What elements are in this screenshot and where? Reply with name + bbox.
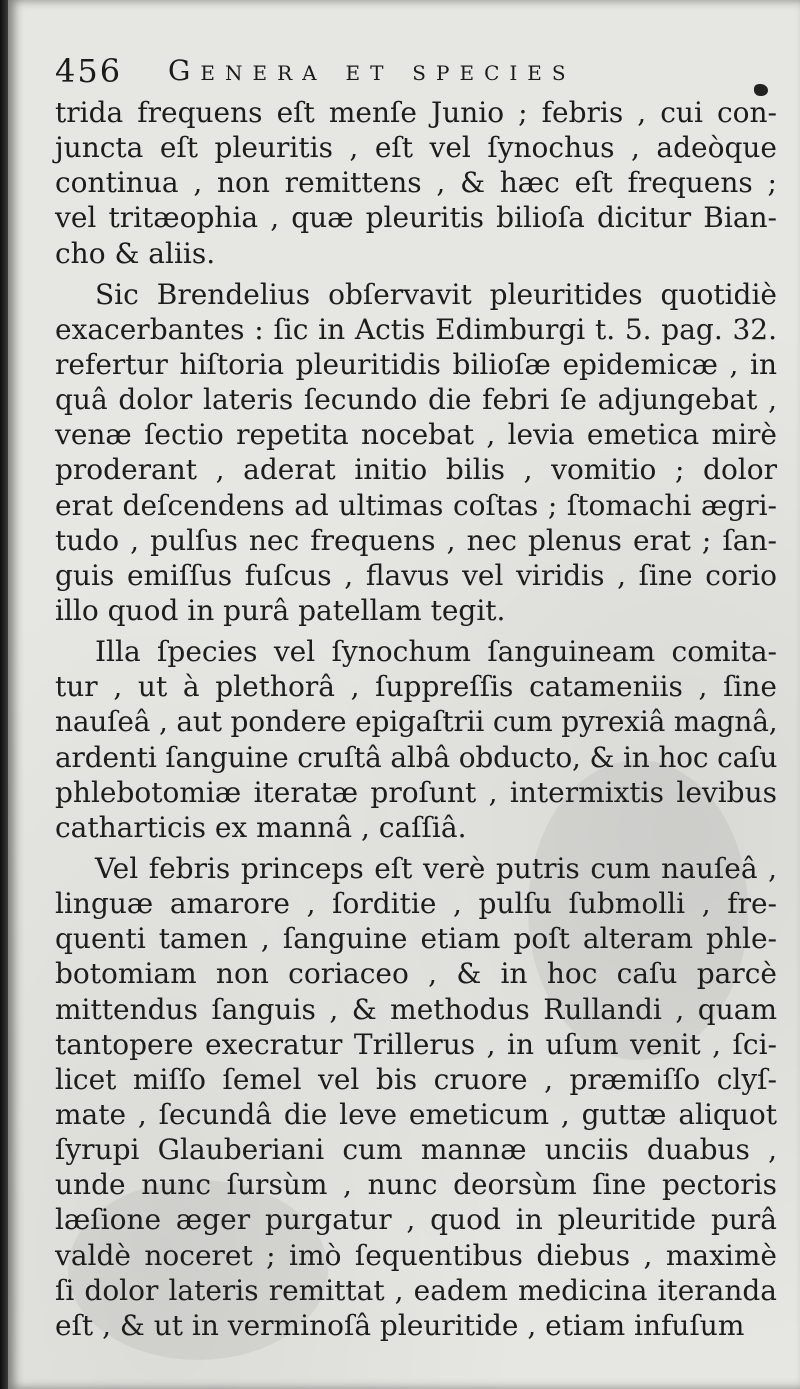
text-line: mate , ſecundâ die leve emeticum , guttæ aliquot [55,1097,777,1131]
text-line: trida frequens eſt menſe Junio ; febris , cui con- [55,96,777,129]
text-line: phlebotomiæ iteratæ proſunt , intermixtis levibus [55,775,777,809]
text-line: botomiam non coriaceo , & in hoc caſu parcè [55,957,777,991]
text-line: valdè noceret ; imò ſequentibus diebus , maximè [55,1238,777,1272]
text-line: Illa ſpecies vel ſynochum ſanguineam comita- [95,635,777,669]
text-line: quenti tamen , ſanguine etiam poſt alteram phle- [55,922,777,956]
text-line: ardenti ſanguine cruſtâ albâ obducto, & in hoc caſu [55,740,778,774]
text-line: proderant , aderat initio bilis , vomitio ; dolor [55,453,777,487]
text-line: erat deſcendens ad ultimas coſtas ; ſtomachi ægri- [55,488,777,522]
paragraph [55,95,777,271]
text-line: vel tritæophia , quæ pleuritis bilioſa dicitur Bian- [55,201,777,235]
page-gutter-shadow [0,0,8,1389]
text-line: tantopere execratur Trillerus , in uſum venit , ſci- [55,1027,777,1061]
text-line: læſione æger purgatur , quod in pleuritide purâ [55,1203,777,1237]
text-line: cho & aliis. [55,236,216,270]
page-number: 456 [55,52,123,90]
paragraph [55,634,777,845]
text-line: illo quod in purâ patellam tegit. [55,593,506,627]
page-header [55,46,755,96]
text-line: nauſeâ , aut pondere epigaſtrii cum pyrexiâ magnâ, [55,705,778,739]
body-text [55,95,777,1343]
running-head: Genera et species [168,54,576,87]
text-line: ſyrupi Glauberiani cum mannæ unciis duabus , [55,1133,777,1167]
text-line: linguæ amarore , ſorditie , pulſu ſubmolli , fre- [55,887,777,921]
text-line: exacerbantes : ſic in Actis Edimburgi t. 5. pag. 32. [55,312,777,346]
text-line: licet miſſo ſemel vel bis cruore , præmiſſo clyſ- [55,1062,777,1096]
text-line: catharticis ex mannâ , caſſiâ. [55,810,467,844]
text-line: guis emiſſus fuſcus , flavus vel viridis , ſine corio [55,558,777,592]
text-line: tur , ut à plethorâ , ſuppreſſis catameniis , ſine [55,670,777,704]
text-line: refertur hiſtoria pleuritidis bilioſæ epidemicæ , in [55,347,777,381]
text-line: unde nunc ſursùm , nunc deorsùm ſine pectoris [55,1168,777,1202]
text-line: continua , non remittens , & hæc eſt frequens ; [55,166,777,200]
paragraph [55,851,777,1343]
paragraph [55,277,777,628]
text-line: juncta eſt pleuritis , eſt vel ſynochus , adeòque [55,131,777,165]
text-line: quâ dolor lateris ſecundo die febri ſe adjungebat , [55,383,777,417]
text-line: mittendus ſanguis , & methodus Rullandi , quam [55,992,777,1026]
text-line: tudo , pulſus nec frequens , nec plenus erat ; ſan- [55,523,777,557]
text-line: venæ ſectio repetita nocebat , levia emetica mirè [55,418,777,452]
text-line: ſi dolor lateris remittat , eadem medicina iteranda [55,1273,777,1307]
text-line: eſt , & ut in verminoſâ pleuritide , etiam infuſum [55,1308,745,1342]
book-page [8,0,800,1389]
text-line: Vel febris princeps eſt verè putris cum nauſeâ , [95,851,777,885]
text-line: Sic Brendelius obſervavit pleuritides quotidiè [95,277,777,311]
